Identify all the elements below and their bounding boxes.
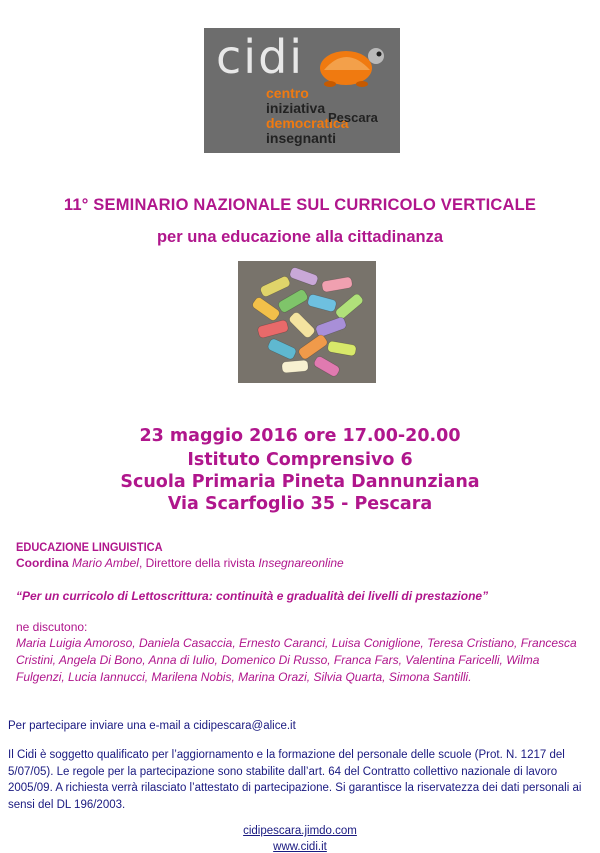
- website-link[interactable]: cidipescara.jimdo.com: [243, 825, 357, 837]
- coord-name: Mario Ambel: [72, 556, 139, 570]
- participation-info: Per partecipare inviare una e-mail a cidipescara@alice.it: [8, 720, 296, 732]
- coord-journal: Insegnareonline: [258, 556, 344, 570]
- discuss-label: ne discutono:: [16, 620, 88, 634]
- event-school: Scuola Primaria Pineta Dannunziana: [120, 472, 480, 492]
- event-address: Via Scarfoglio 35 - Pescara: [167, 494, 433, 514]
- turtle-icon: [312, 34, 392, 90]
- coord-role: , Direttore della rivista: [138, 556, 259, 570]
- cidi-logo: [204, 28, 400, 153]
- cidi-link[interactable]: www.cidi.it: [273, 841, 327, 853]
- talk-title: “Per un curricolo di Lettoscrittura: continuità e gradualità dei livelli di prestazione”: [16, 589, 489, 603]
- logo-city: Pescara: [328, 110, 378, 125]
- chalk-photo: [238, 261, 376, 383]
- seminar-title: 11° SEMINARIO NAZIONALE SUL CURRICOLO VERTICALE: [63, 196, 537, 214]
- logo-word: insegnanti: [266, 130, 337, 146]
- coordinator-line: [16, 556, 344, 570]
- legal-notice: Il Cidi è soggetto qualificato per l’aggiornamento e la formazione del personale delle scuole (Prot. N. 1217 del 5/07/05). Le regole per la partecipazione sono stabilite dall’art. 64 del Contratto collettivo nazionale di lavoro 2005/09. A richiesta verrà rilasciato l’attestato di partecipazione. Si garantisce la riservatezza dei dati personali ai sensi del DL 196/2003.: [8, 749, 582, 811]
- logo-word: iniziativa: [266, 100, 326, 116]
- event-venue: Istituto Comprensivo 6: [187, 450, 413, 470]
- speakers-list: Maria Luigia Amoroso, Daniela Casaccia, Ernesto Caranci, Luisa Coniglione, Teresa Cristiano, Francesca Cristini, Angela Di Bono, Anna di Iulio, Domenico Di Russo, Franca Fars, Valentina Faricelli, Wilma Fulgenzi, Lucia Iannucci, Marilena Nobis, Marina Orazi, Silvia Quarta, Simona Santilli.: [16, 636, 577, 684]
- event-date: 23 maggio 2016 ore 17.00-20.00: [139, 426, 461, 446]
- logo-word: democratica: [266, 115, 349, 131]
- coord-label: Coordina: [16, 556, 69, 570]
- seminar-subtitle: per una educazione alla cittadinanza: [156, 228, 444, 246]
- section-title: EDUCAZIONE LINGUISTICA: [16, 540, 163, 554]
- logo-word: centro: [266, 85, 309, 101]
- logo-brand: cidi: [216, 30, 305, 84]
